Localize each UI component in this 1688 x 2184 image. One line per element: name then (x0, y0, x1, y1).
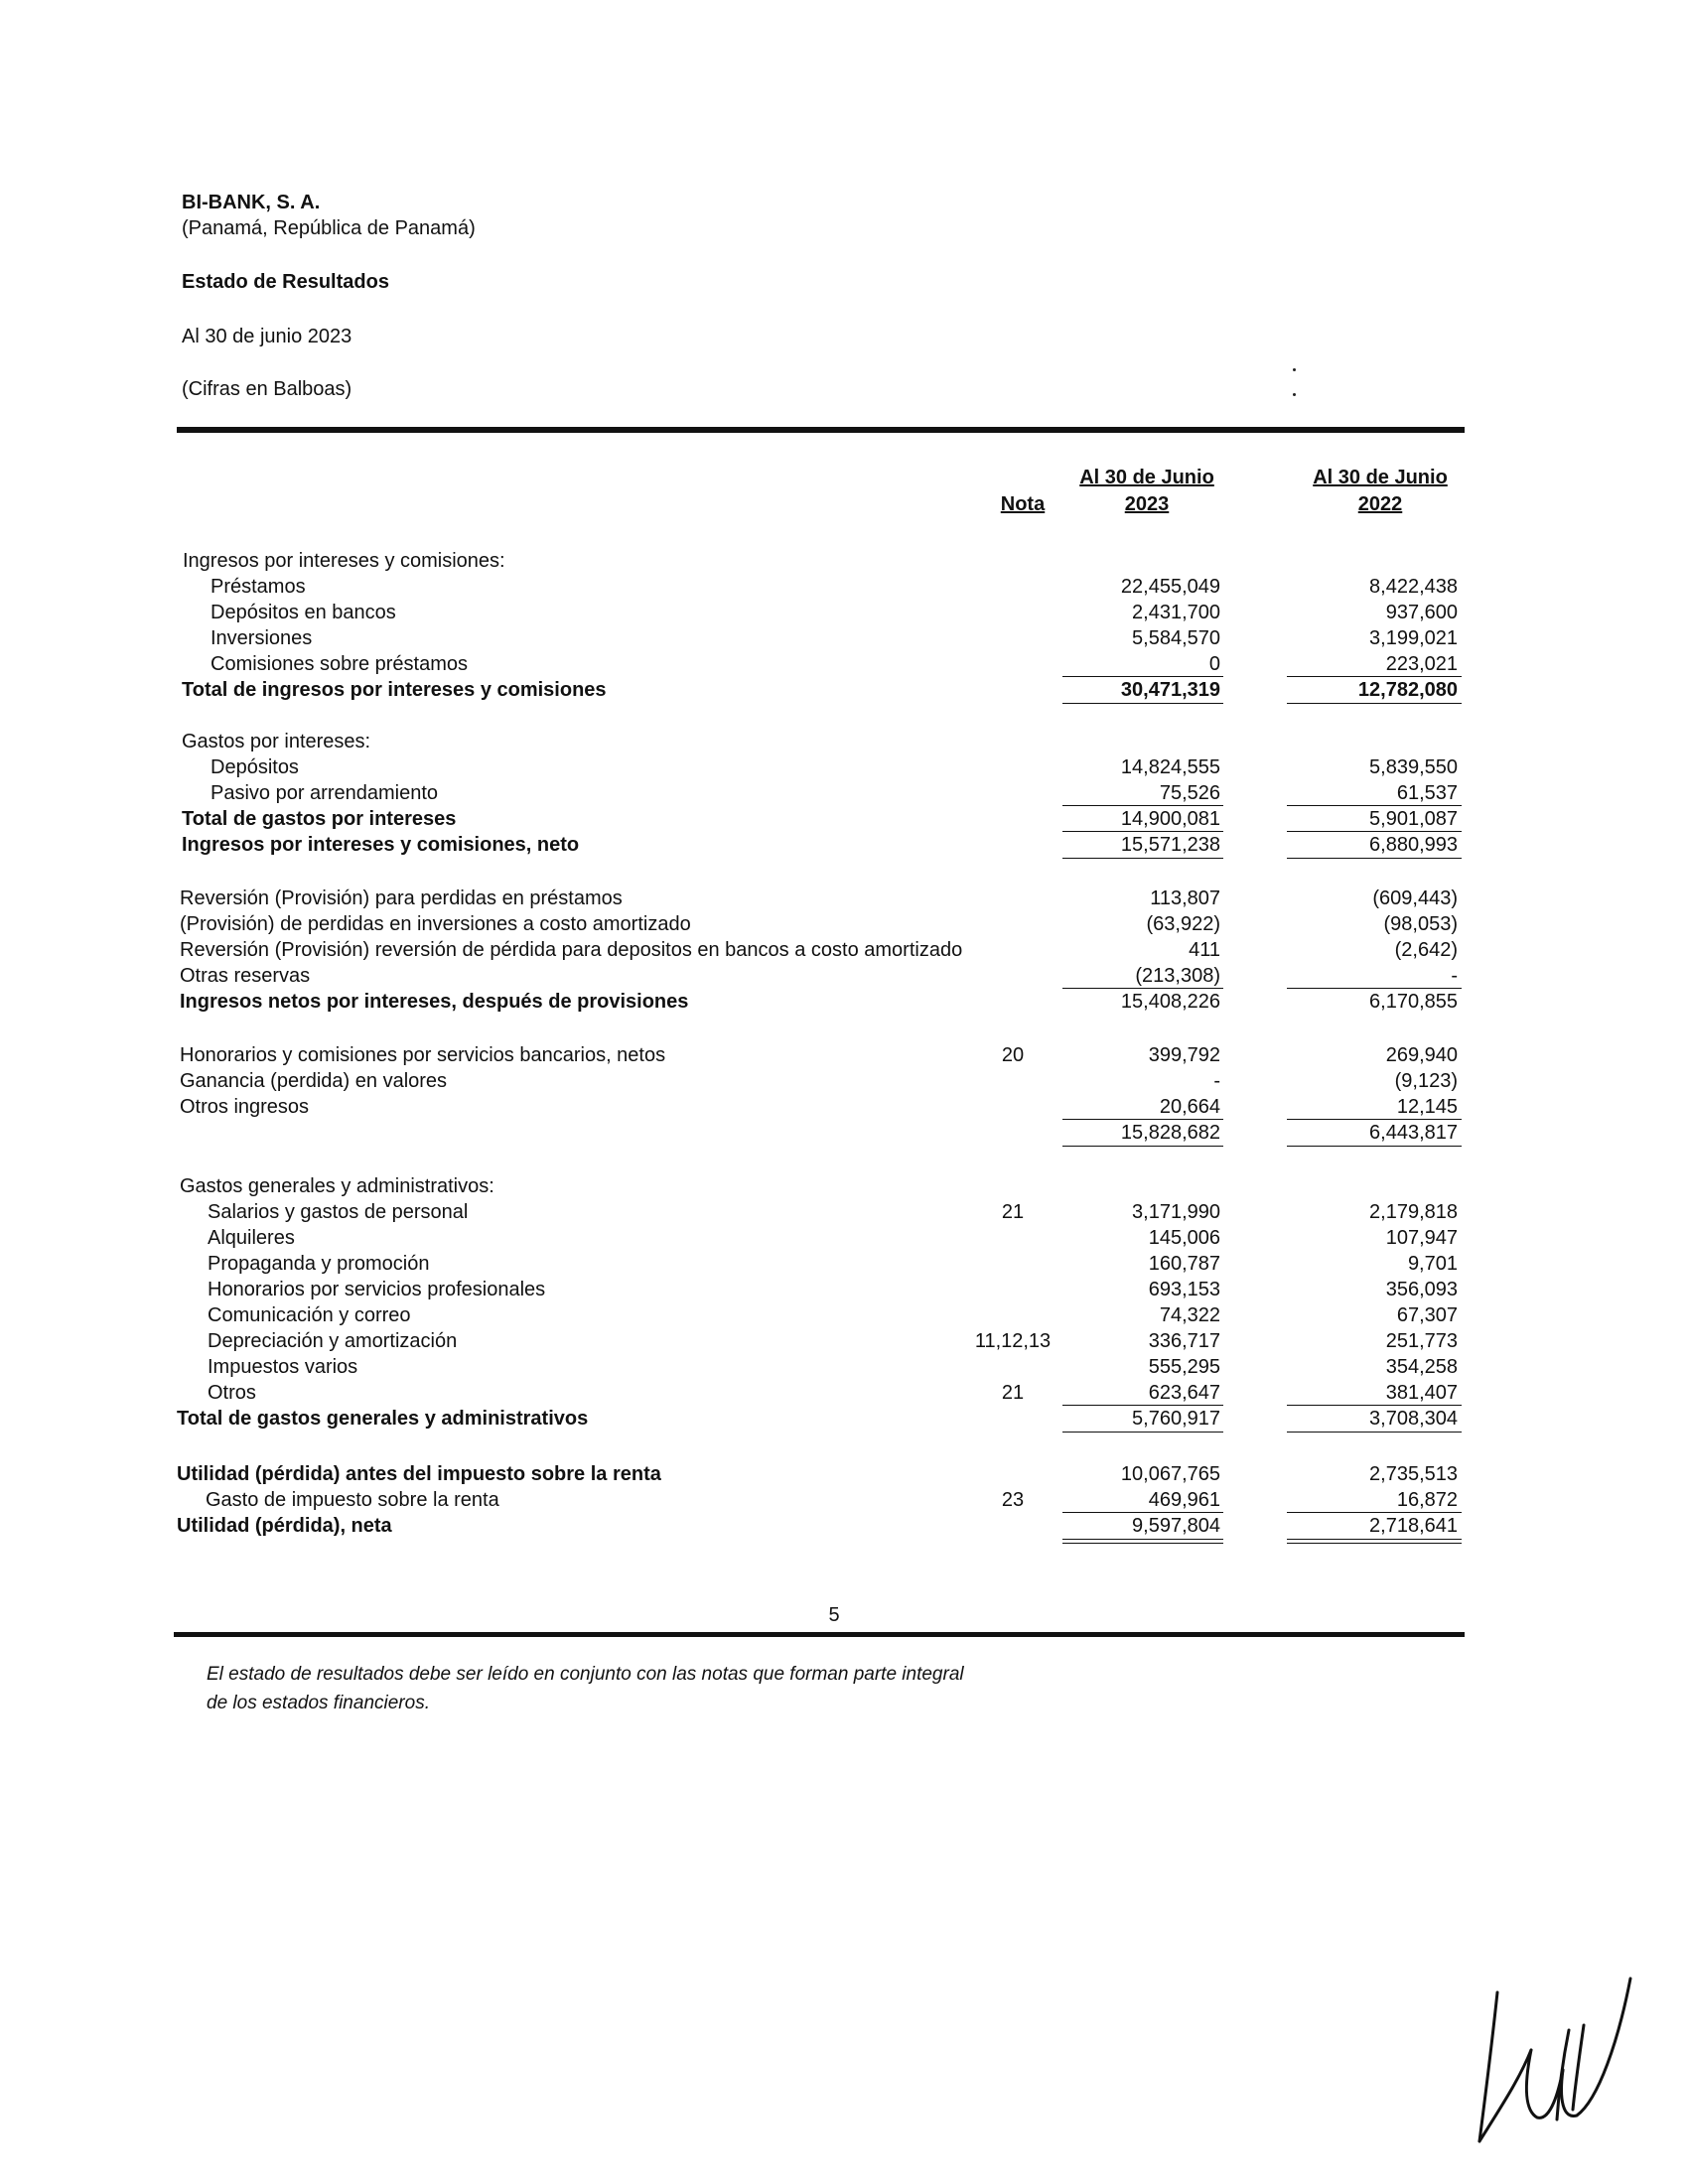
table-row: Honorarios y comisiones por servicios bancarios, netos 20 399,792 269,940 (180, 1044, 1458, 1066)
total-underline (1287, 858, 1462, 859)
table-row: Alquileres 145,006 107,947 (208, 1227, 1458, 1249)
currency-note: (Cifras en Balboas) (182, 378, 352, 400)
footer-note: El estado de resultados debe ser leído en conjunto con las notas que forman parte integral de los estados financieros. (207, 1664, 964, 1713)
table-row: Impuestos varios 555,295 354,258 (208, 1356, 1458, 1378)
table-row-total: Utilidad (pérdida), neta 9,597,804 2,718,641 (177, 1515, 1458, 1537)
table-row-total: Utilidad (pérdida) antes del impuesto sobre la renta 10,067,765 2,735,513 (177, 1463, 1458, 1485)
table-row: Gasto de impuesto sobre la renta 23 469,961 16,872 (206, 1489, 1458, 1511)
table-row: Gastos por intereses: (182, 731, 371, 752)
table-row: Ingresos por intereses y comisiones: (183, 550, 505, 572)
top-rule (177, 427, 1465, 433)
table-row: (Provisión) de perdidas en inversiones a costo amortizado (63,922) (98,053) (180, 913, 1458, 935)
scan-speck (1293, 393, 1296, 396)
table-row: Comisiones sobre préstamos 0 223,021 (211, 653, 1458, 675)
table-row: Otros ingresos 20,664 12,145 (180, 1096, 1458, 1118)
net-income-double-underline (1287, 1539, 1462, 1544)
table-row-total: Ingresos por intereses y comisiones, neto 15,571,238 6,880,993 (182, 834, 1458, 856)
note-column-header: Nota (1000, 493, 1046, 515)
table-row: Depreciación y amortización 11,12,13 336,717 251,773 (208, 1330, 1458, 1352)
table-row: Gastos generales y administrativos: (180, 1175, 494, 1197)
table-row-total: Total de ingresos por intereses y comisiones 30,471,319 12,782,080 (182, 679, 1458, 701)
col-2022-header: Al 30 de Junio 2022 (1313, 467, 1448, 515)
table-row: Inversiones 5,584,570 3,199,021 (211, 627, 1458, 649)
table-row: Préstamos 22,455,049 8,422,438 (211, 576, 1458, 598)
total-underline (1287, 1146, 1462, 1147)
table-row: Comunicación y correo 74,322 67,307 (208, 1304, 1458, 1326)
page-number: 5 (828, 1604, 840, 1626)
company-location: (Panamá, República de Panamá) (182, 217, 476, 239)
table-row: Pasivo por arrendamiento 75,526 61,537 (211, 782, 1458, 804)
table-row: Reversión (Provisión) reversión de pérdida para depositos en bancos a costo amortizado 411 (2,642) (180, 939, 1458, 961)
total-underline (1062, 1432, 1223, 1433)
table-row: Otras reservas (213,308) - (180, 965, 1458, 987)
bottom-rule (174, 1632, 1465, 1637)
company-name: BI-BANK, S. A. (182, 192, 321, 213)
table-row-subtotal: 15,828,682 6,443,817 (1120, 1122, 1458, 1144)
table-row: Salarios y gastos de personal 21 3,171,990 2,179,818 (208, 1201, 1458, 1223)
scan-speck (1293, 368, 1296, 371)
table-row-total: Total de gastos por intereses 14,900,081 5,901,087 (182, 808, 1458, 830)
table-row: Otros 21 623,647 381,407 (208, 1382, 1458, 1404)
handwritten-signature-icon (1460, 1971, 1638, 2154)
total-underline (1062, 703, 1223, 704)
table-row: Reversión (Provisión) para perdidas en préstamos 113,807 (609,443) (180, 887, 1458, 909)
total-underline (1062, 1146, 1223, 1147)
table-row: Depósitos en bancos 2,431,700 937,600 (211, 602, 1458, 623)
table-row: Propaganda y promoción 160,787 9,701 (208, 1253, 1458, 1275)
statement-date: Al 30 de junio 2023 (182, 326, 352, 347)
table-row: Depósitos 14,824,555 5,839,550 (211, 756, 1458, 778)
table-row: Honorarios por servicios profesionales 693,153 356,093 (208, 1279, 1458, 1300)
statement-title: Estado de Resultados (182, 271, 389, 293)
total-underline (1287, 703, 1462, 704)
table-row: Ganancia (perdida) en valores - (9,123) (180, 1070, 1458, 1092)
net-income-double-underline (1062, 1539, 1223, 1544)
total-underline (1287, 1432, 1462, 1433)
table-row-total: Ingresos netos por intereses, después de provisiones 15,408,226 6,170,855 (180, 991, 1458, 1013)
table-row-total: Total de gastos generales y administrativos 5,760,917 3,708,304 (177, 1408, 1458, 1430)
total-underline (1062, 858, 1223, 859)
col-2023-header: Al 30 de Junio 2023 (1079, 467, 1214, 515)
